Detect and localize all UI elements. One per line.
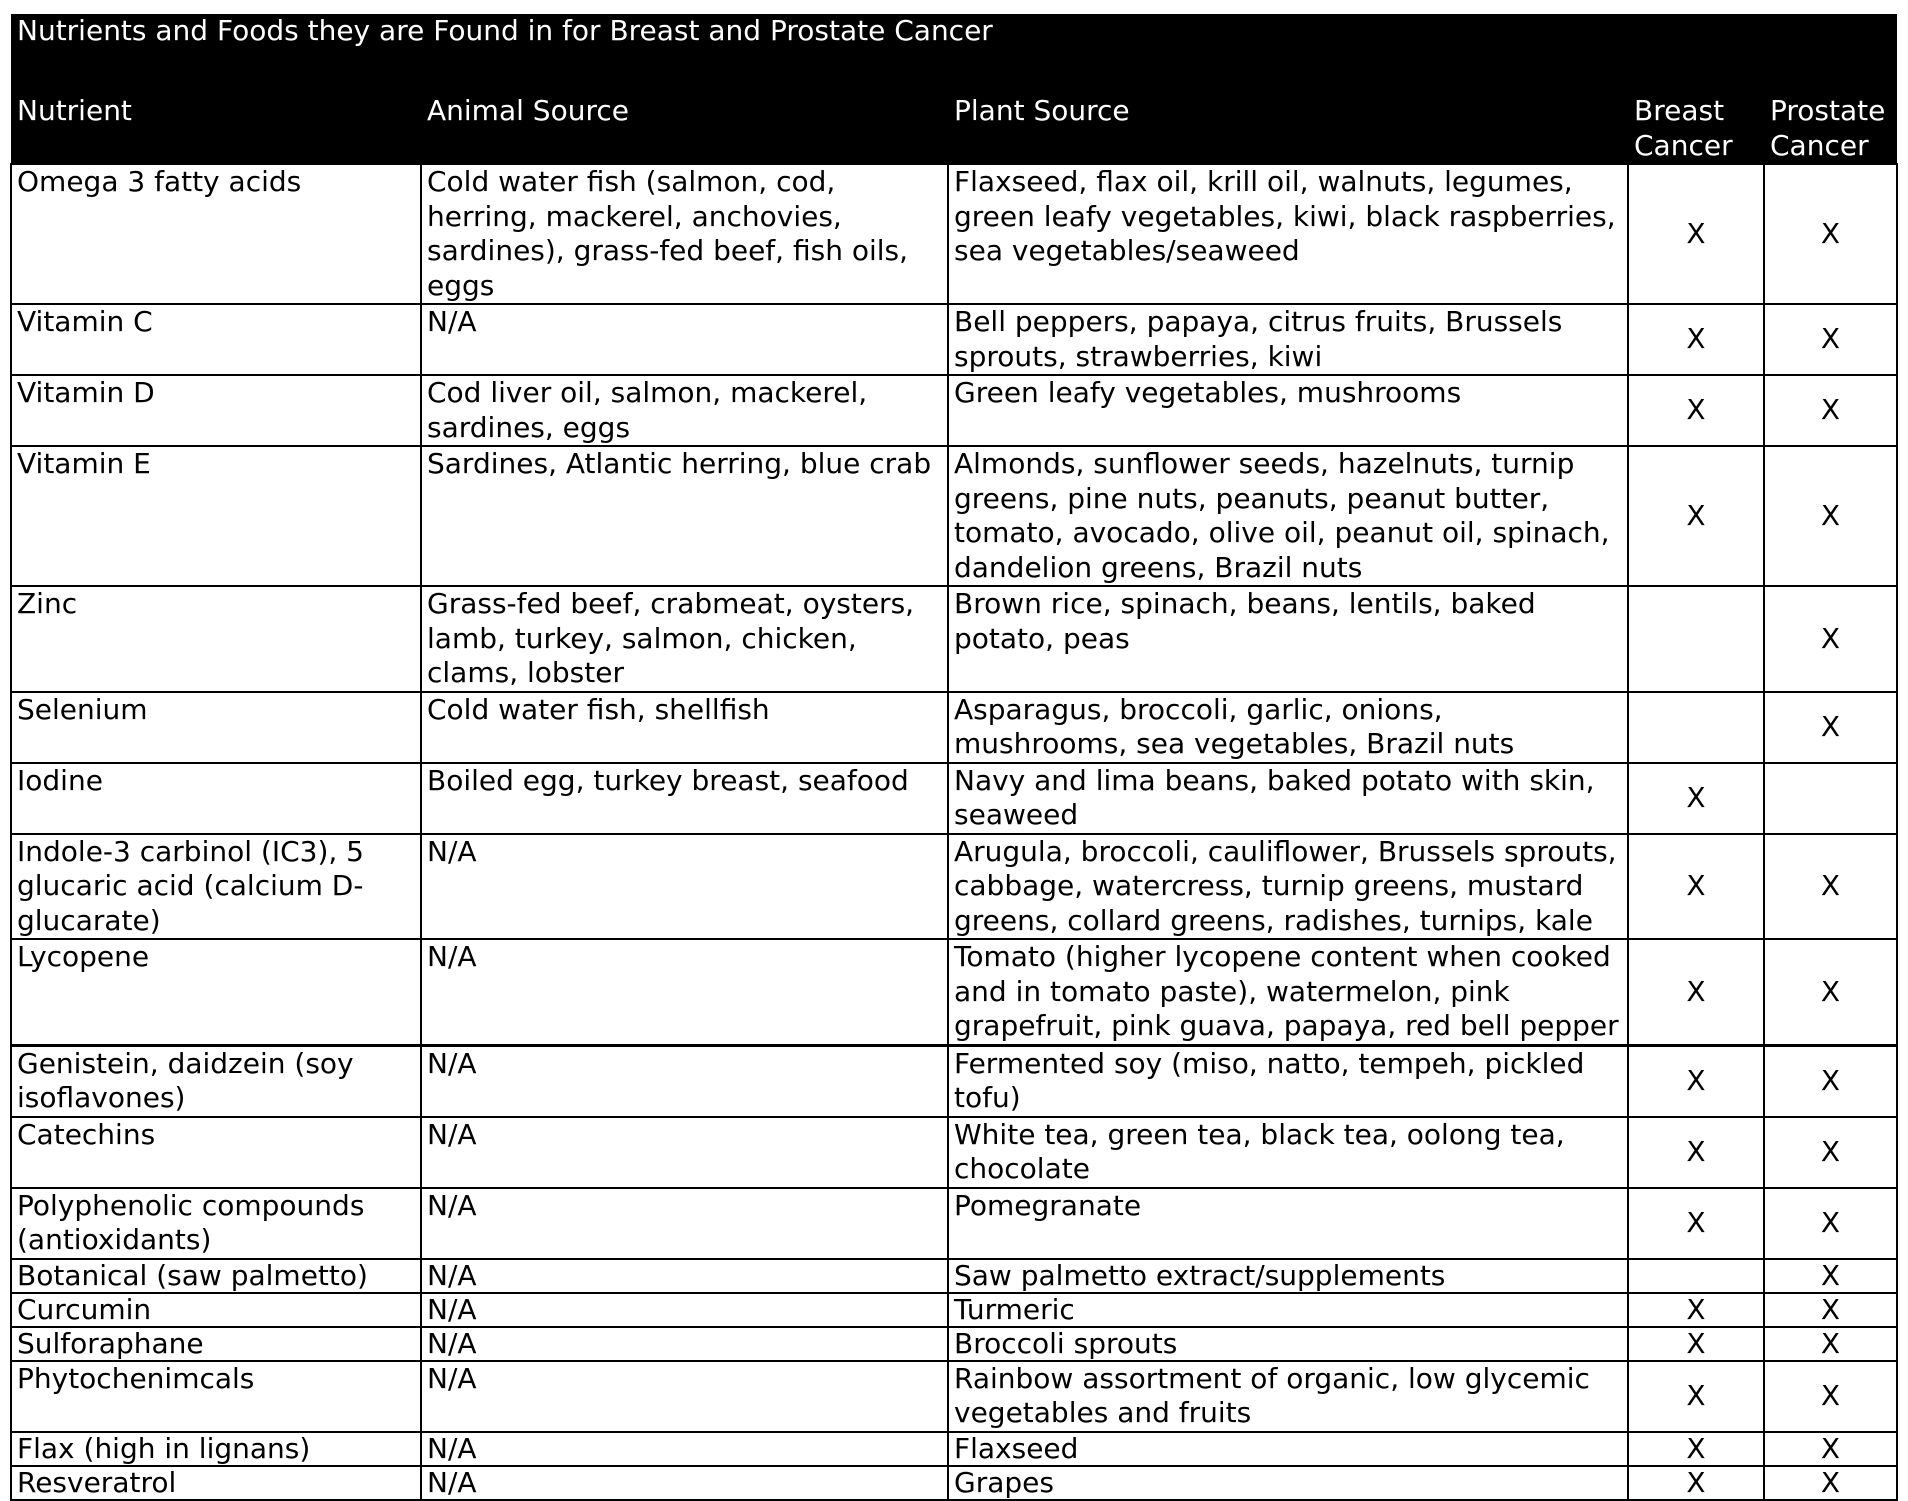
nutrient-cell: Phytochenimcals [11,1361,421,1432]
nutrient-cell: Zinc [11,586,421,692]
nutrient-cell: Curcumin [11,1293,421,1327]
plant-source-cell: Asparagus, broccoli, garlic, onions, mushrooms, sea vegetables, Brazil nuts [948,692,1628,763]
table-header-row [11,54,1897,164]
nutrient-cell: Vitamin C [11,304,421,375]
animal-source-cell: Boiled egg, turkey breast, seafood [421,763,948,834]
animal-source-cell: N/A [421,1117,948,1188]
breast-cancer-mark: X [1628,375,1764,446]
animal-source-cell: N/A [421,1361,948,1432]
plant-source-cell: Grapes [948,1466,1628,1500]
breast-cancer-mark: X [1628,1361,1764,1432]
animal-source-cell: Sardines, Atlantic herring, blue crab [421,446,948,586]
nutrient-table-page [10,14,1896,1501]
prostate-cancer-mark: X [1764,834,1897,940]
breast-cancer-mark: X [1628,1045,1764,1117]
table-row [11,1327,1897,1361]
header-prostate-cancer [1764,54,1897,164]
prostate-cancer-mark: X [1764,1361,1897,1432]
plant-source-cell: Bell peppers, papaya, citrus fruits, Brussels sprouts, strawberries, kiwi [948,304,1628,375]
prostate-cancer-mark: X [1764,1432,1897,1466]
plant-source-cell: Navy and lima beans, baked potato with skin, seaweed [948,763,1628,834]
animal-source-cell: Grass-fed beef, crabmeat, oysters, lamb, turkey, salmon, chicken, clams, lobster [421,586,948,692]
table-row [11,1259,1897,1293]
prostate-cancer-mark: X [1764,939,1897,1045]
prostate-cancer-mark: X [1764,692,1897,763]
plant-source-cell: Saw palmetto extract/supplements [948,1259,1628,1293]
plant-source-cell: Fermented soy (miso, natto, tempeh, pickled tofu) [948,1045,1628,1117]
table-row [11,692,1897,763]
plant-source-cell: Arugula, broccoli, cauliflower, Brussels sprouts, cabbage, watercress, turnip greens, mustard greens, collard greens, radishes, turnips, kale [948,834,1628,940]
table-row [11,1117,1897,1188]
plant-source-cell: Green leafy vegetables, mushrooms [948,375,1628,446]
animal-source-cell: N/A [421,1045,948,1117]
animal-source-cell: N/A [421,1188,948,1259]
animal-source-cell: N/A [421,834,948,940]
breast-cancer-mark [1628,692,1764,763]
animal-source-cell: N/A [421,1293,948,1327]
table-row [11,375,1897,446]
table-title-row [11,14,1897,54]
animal-source-cell: Cod liver oil, salmon, mackerel, sardines, eggs [421,375,948,446]
plant-source-cell: Turmeric [948,1293,1628,1327]
animal-source-cell: N/A [421,1327,948,1361]
plant-source-cell: Flaxseed, flax oil, krill oil, walnuts, legumes, green leafy vegetables, kiwi, black raspberries, sea vegetables/seaweed [948,164,1628,304]
table-row [11,1293,1897,1327]
breast-cancer-mark: X [1628,1327,1764,1361]
breast-cancer-mark: X [1628,1117,1764,1188]
header-plant-source: Plant Source [948,54,1628,164]
breast-cancer-mark: X [1628,304,1764,375]
nutrient-cell: Vitamin E [11,446,421,586]
animal-source-cell: N/A [421,939,948,1045]
table-row [11,1188,1897,1259]
header-prostate-line2: Cancer [1770,128,1869,162]
header-breast-line2: Cancer [1634,128,1733,162]
plant-source-cell: Broccoli sprouts [948,1327,1628,1361]
breast-cancer-mark: X [1628,446,1764,586]
breast-cancer-mark: X [1628,1466,1764,1500]
animal-source-cell: N/A [421,1259,948,1293]
nutrient-cell: Resveratrol [11,1466,421,1500]
prostate-cancer-mark: X [1764,1045,1897,1117]
animal-source-cell: Cold water fish (salmon, cod, herring, mackerel, anchovies, sardines), grass-fed beef, fish oils, eggs [421,164,948,304]
prostate-cancer-mark [1764,763,1897,834]
table-row [11,834,1897,940]
table-row [11,1361,1897,1432]
nutrient-cell: Selenium [11,692,421,763]
table-row [11,164,1897,304]
nutrient-cell: Omega 3 fatty acids [11,164,421,304]
plant-source-cell: Brown rice, spinach, beans, lentils, baked potato, peas [948,586,1628,692]
plant-source-cell: Flaxseed [948,1432,1628,1466]
animal-source-cell: Cold water fish, shellfish [421,692,948,763]
table-row [11,446,1897,586]
prostate-cancer-mark: X [1764,586,1897,692]
animal-source-cell: N/A [421,1432,948,1466]
plant-source-cell: Tomato (higher lycopene content when cooked and in tomato paste), watermelon, pink grapefruit, pink guava, papaya, red bell pepper [948,939,1628,1045]
nutrient-table [10,14,1898,1501]
prostate-cancer-mark: X [1764,446,1897,586]
breast-cancer-mark: X [1628,164,1764,304]
header-nutrient: Nutrient [11,54,421,164]
plant-source-cell: Pomegranate [948,1188,1628,1259]
breast-cancer-mark: X [1628,834,1764,940]
prostate-cancer-mark: X [1764,1117,1897,1188]
header-prostate-line1: Prostate [1770,94,1886,127]
header-breast-cancer [1628,54,1764,164]
prostate-cancer-mark: X [1764,1327,1897,1361]
animal-source-cell: N/A [421,304,948,375]
nutrient-cell: Polyphenolic compounds (antioxidants) [11,1188,421,1259]
nutrient-cell: Genistein, daidzein (soy isoflavones) [11,1045,421,1117]
table-title: Nutrients and Foods they are Found in for Breast and Prostate Cancer [11,14,1897,54]
nutrient-cell: Botanical (saw palmetto) [11,1259,421,1293]
plant-source-cell: Rainbow assortment of organic, low glycemic vegetables and fruits [948,1361,1628,1432]
breast-cancer-mark [1628,1259,1764,1293]
prostate-cancer-mark: X [1764,1466,1897,1500]
plant-source-cell: Almonds, sunflower seeds, hazelnuts, turnip greens, pine nuts, peanuts, peanut butter, tomato, avocado, olive oil, peanut oil, spinach, dandelion greens, Brazil nuts [948,446,1628,586]
table-row [11,586,1897,692]
prostate-cancer-mark: X [1764,1293,1897,1327]
nutrient-cell: Indole-3 carbinol (IC3), 5 glucaric acid (calcium D-glucarate) [11,834,421,940]
prostate-cancer-mark: X [1764,1259,1897,1293]
table-row [11,1432,1897,1466]
table-row [11,763,1897,834]
plant-source-cell: White tea, green tea, black tea, oolong tea, chocolate [948,1117,1628,1188]
nutrient-cell: Flax (high in lignans) [11,1432,421,1466]
header-animal-source: Animal Source [421,54,948,164]
table-row [11,304,1897,375]
prostate-cancer-mark: X [1764,1188,1897,1259]
table-row [11,1466,1897,1500]
prostate-cancer-mark: X [1764,304,1897,375]
breast-cancer-mark: X [1628,1293,1764,1327]
nutrient-cell: Iodine [11,763,421,834]
breast-cancer-mark: X [1628,939,1764,1045]
prostate-cancer-mark: X [1764,375,1897,446]
breast-cancer-mark: X [1628,1432,1764,1466]
breast-cancer-mark: X [1628,763,1764,834]
table-row [11,1045,1897,1117]
prostate-cancer-mark: X [1764,164,1897,304]
table-row [11,939,1897,1045]
nutrient-cell: Lycopene [11,939,421,1045]
breast-cancer-mark [1628,586,1764,692]
header-breast-line1: Breast [1634,94,1725,127]
nutrient-cell: Catechins [11,1117,421,1188]
animal-source-cell: N/A [421,1466,948,1500]
nutrient-cell: Vitamin D [11,375,421,446]
breast-cancer-mark: X [1628,1188,1764,1259]
nutrient-cell: Sulforaphane [11,1327,421,1361]
